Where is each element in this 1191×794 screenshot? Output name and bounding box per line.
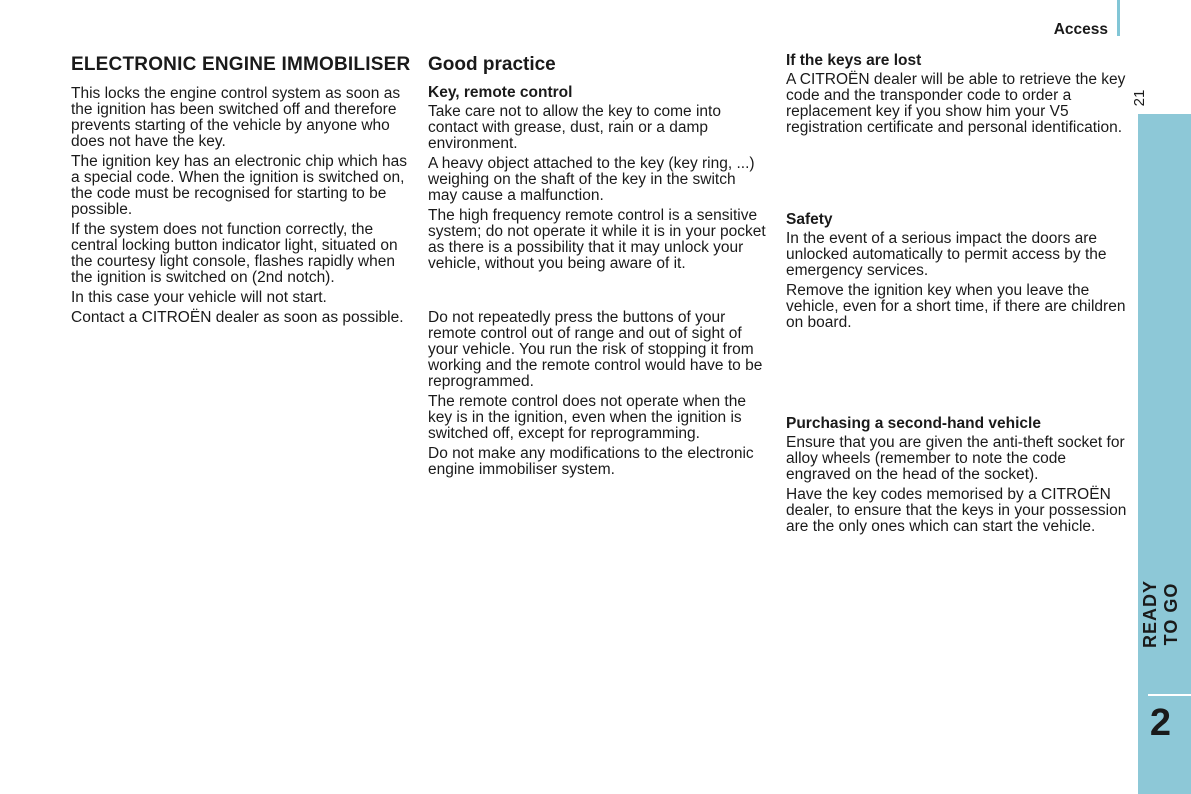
immobiliser-paragraph: If the system does not function correctly, the central locking button indicator light, situated on the courtesy light console, flashes rapidly when the ignition is switched on (2nd notch). xyxy=(71,221,398,286)
immobiliser-title: ELECTRONIC ENGINE IMMOBILISER xyxy=(71,54,411,75)
good-practice-paragraph: The remote control does not operate when the key is in the ignition, even when the ignition is switched off, except for reprogramming. xyxy=(428,393,746,442)
immobiliser-paragraph: This locks the engine control system as soon as the ignition has been switched off and therefore prevents starting of the vehicle by anyone who does not have the key. xyxy=(71,85,401,150)
header-section-title: Access xyxy=(1053,21,1108,38)
good-practice-paragraph: Do not repeatedly press the buttons of your remote control out of range and out of sight of your vehicle. You run the risk of stopping it from working and the remote control would have to be reprogrammed. xyxy=(428,309,763,390)
safety-title: Safety xyxy=(786,211,833,228)
good-practice-paragraph: Do not make any modifications to the electronic engine immobiliser system. xyxy=(428,445,754,478)
second-hand-paragraph: Ensure that you are given the anti-theft socket for alloy wheels (remember to note the code engraved on the head of the socket). xyxy=(786,434,1125,483)
column-good-practice xyxy=(428,52,766,482)
keys-lost-title: If the keys are lost xyxy=(786,52,922,69)
immobiliser-paragraph: The ignition key has an electronic chip which has a special code. When the ignition is switched on, the code must be recognised for starting to be possible. xyxy=(71,153,408,218)
immobiliser-paragraph: Contact a CITROËN dealer as soon as possible. xyxy=(71,309,404,326)
good-practice-paragraph: A heavy object attached to the key (key ring, ...) weighing on the shaft of the key in the switch may cause a malfunction. xyxy=(428,155,755,204)
header-accent-bar xyxy=(1117,0,1120,36)
chapter-divider xyxy=(1148,694,1191,696)
safety-paragraph: In the event of a serious impact the doors are unlocked automatically to permit access by the emergency services. xyxy=(786,230,1107,279)
safety-paragraph: Remove the ignition key when you leave the vehicle, even for a short time, if there are children on board. xyxy=(786,282,1126,331)
keys-lost-paragraph: A CITROËN dealer will be able to retrieve the key code and the transponder code to order a replacement key if you show him your V5 registration certificate and personal identification. xyxy=(786,71,1126,136)
chapter-number: 2 xyxy=(1149,702,1172,744)
column-immobiliser xyxy=(71,52,416,330)
good-practice-paragraph: Take care not to allow the key to come into contact with grease, dust, rain or a damp environment. xyxy=(428,103,721,152)
column-notes xyxy=(786,52,1128,539)
good-practice-paragraph: The high frequency remote control is a sensitive system; do not operate it while it is in your pocket as there is a possibility that it may unlock your vehicle, without you being aware of it. xyxy=(428,207,766,272)
chapter-sidebar xyxy=(1138,114,1191,794)
second-hand-paragraph: Have the key codes memorised by a CITROËN dealer, to ensure that the keys in your possession are the only ones which can start the vehicle. xyxy=(786,486,1127,535)
chapter-title: READY TO GO xyxy=(1140,580,1181,649)
page-number: 21 xyxy=(1131,89,1148,107)
immobiliser-paragraph: In this case your vehicle will not start. xyxy=(71,289,327,306)
second-hand-title: Purchasing a second-hand vehicle xyxy=(786,415,1041,432)
key-remote-subtitle: Key, remote control xyxy=(428,84,573,101)
good-practice-title: Good practice xyxy=(428,54,556,75)
